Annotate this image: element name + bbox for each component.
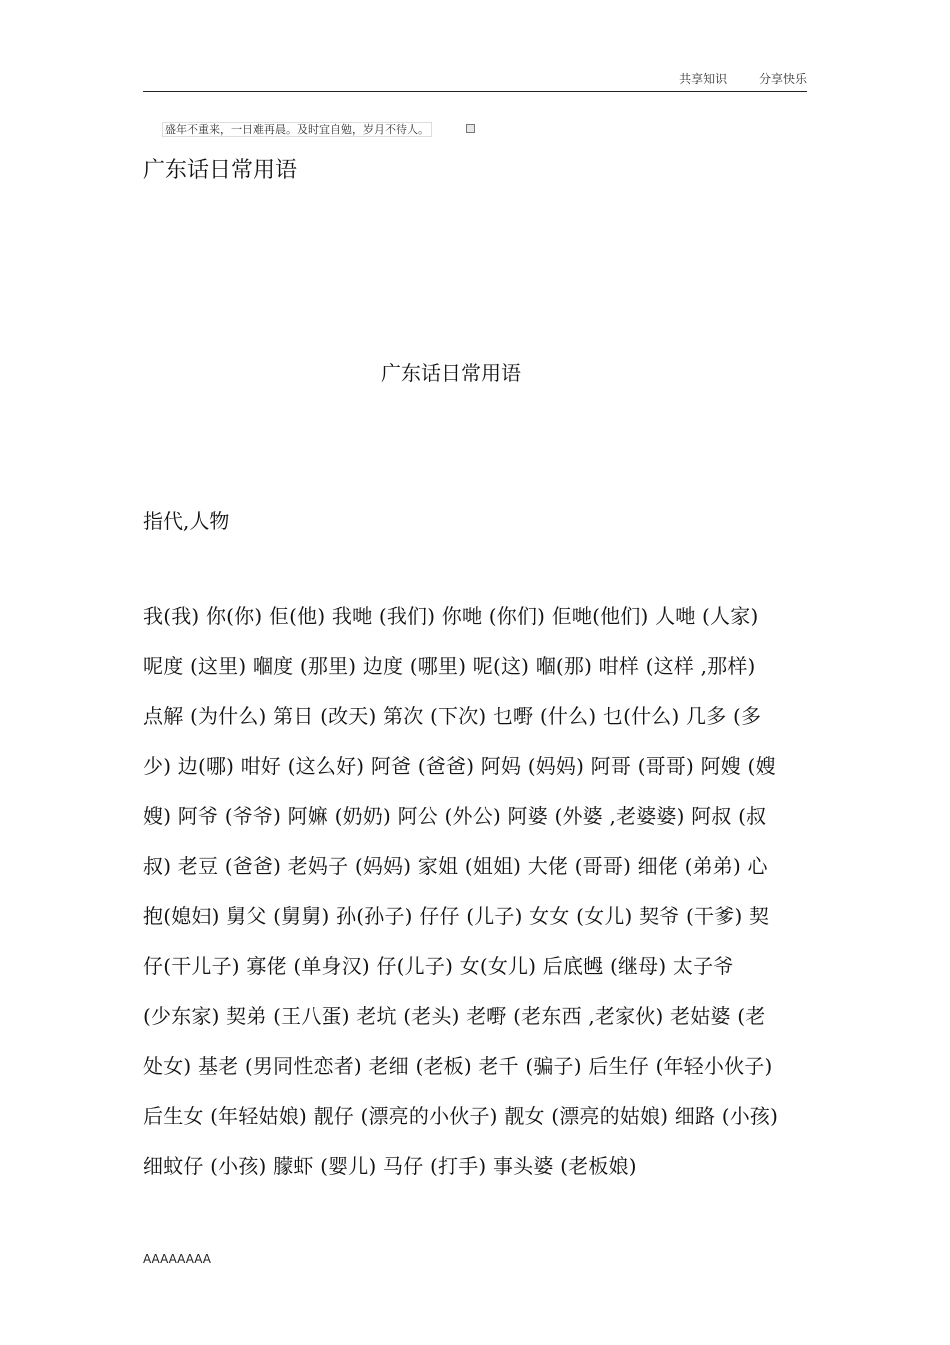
vocabulary-paragraph [143,600,823,1200]
paragraph-line: (少东家) 契弟 (王八蛋) 老坑 (老头) 老嘢 (老东西 ,老家伙) 老姑婆 (老 [143,1004,766,1028]
paragraph-line: 处女) 基老 (男同性恋者) 老细 (老板) 老千 (骗子) 后生仔 (年轻小伙子) [143,1054,773,1078]
paragraph-line: 后生女 (年轻姑娘) 靓仔 (漂亮的小伙子) 靓女 (漂亮的姑娘) 细路 (小孩) [143,1104,779,1128]
paragraph-line: 嫂) 阿爷 (爷爷) 阿嫲 (奶奶) 阿公 (外公) 阿婆 (外婆 ,老婆婆) 阿叔 (叔 [143,804,767,828]
page-header [651,70,807,87]
paragraph-line: 仔(干儿子) 寡佬 (单身汉) 仔(儿子) 女(女儿) 后底乸 (继母) 太子爷 [143,954,734,978]
paragraph-line: 点解 (为什么) 第日 (改天) 第次 (下次) 乜嘢 (什么) 乜(什么) 几多 (多 [143,704,762,728]
page-footer: AAAAAAAA [143,1252,212,1266]
paragraph-line: 呢度 (这里) 嗰度 (那里) 边度 (哪里) 呢(这) 嗰(那) 咁样 (这样 ,那样) [143,654,756,678]
header-divider [143,91,807,92]
centered-title: 广东话日常用语 [381,361,521,385]
header-label-share-knowledge: 共享知识 [679,72,728,86]
anchor-marker-icon [466,124,475,133]
motto-banner: 盛年不重来，一日难再晨。及时宜自勉，岁月不待人。 [162,122,432,137]
paragraph-line: 细蚊仔 (小孩) 朦虾 (婴儿) 马仔 (打手) 事头婆 (老板娘) [143,1154,637,1178]
document-title: 广东话日常用语 [143,158,298,183]
paragraph-line: 少) 边(哪) 咁好 (这么好) 阿爸 (爸爸) 阿妈 (妈妈) 阿哥 (哥哥) 阿嫂 (嫂 [143,754,776,778]
section-heading: 指代,人物 [143,509,230,533]
paragraph-line: 我(我) 你(你) 佢(他) 我哋 (我们) 你哋 (你们) 佢哋(他们) 人哋 (人家) [143,604,759,628]
paragraph-line: 抱(媳妇) 舅父 (舅舅) 孙(孙子) 仔仔 (儿子) 女女 (女儿) 契爷 (干爹) 契 [143,904,770,928]
header-label-share-happiness: 分享快乐 [758,72,807,86]
paragraph-line: 叔) 老豆 (爸爸) 老妈子 (妈妈) 家姐 (姐姐) 大佬 (哥哥) 细佬 (弟弟) 心 [143,854,768,878]
